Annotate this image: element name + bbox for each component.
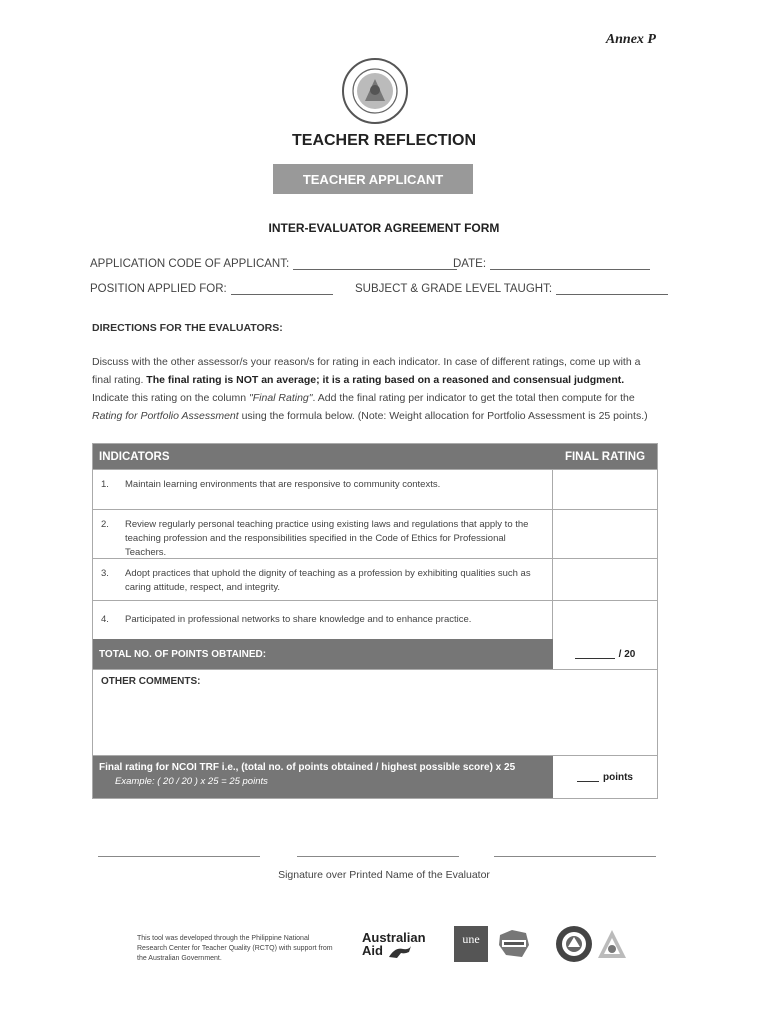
- indicator-text: Participated in professional networks to share knowledge and to enhance practice.: [125, 614, 472, 625]
- indicator-number: 1.: [101, 479, 109, 490]
- application-code-field: [90, 258, 457, 270]
- indicator-number: 4.: [101, 614, 109, 625]
- australian-aid-logo: [362, 931, 426, 959]
- aus-aid-text: Aid: [362, 943, 383, 958]
- indicator-cell: [93, 510, 553, 558]
- indicator-text: Review regularly personal teaching practice using existing laws and regulations that apply to the teaching profession and the responsibilities specified in the Code of Ethics for Professional Teachers.: [125, 519, 529, 558]
- table-row: [93, 600, 657, 639]
- signature-line-2[interactable]: [297, 856, 459, 857]
- une-text: une: [462, 932, 480, 946]
- rating-table: [92, 443, 658, 799]
- final-example: Example: ( 20 / 20 ) x 25 = 25 points: [115, 776, 268, 787]
- subject-input[interactable]: [556, 283, 668, 295]
- teacher-applicant-band: TEACHER APPLICANT: [273, 164, 473, 194]
- indicator-number: 3.: [101, 568, 109, 579]
- deped-seal-icon: [341, 57, 409, 125]
- indicators-header: INDICATORS: [99, 450, 170, 463]
- aus-line-1: Australian: [362, 930, 426, 945]
- directions-text-4: . Add the final rating per indicator to get the total then compute for the: [312, 392, 635, 404]
- position-label: POSITION APPLIED FOR:: [90, 283, 227, 295]
- position-input[interactable]: [231, 283, 333, 295]
- final-formula-cell: [93, 756, 553, 798]
- final-rating-row: [93, 755, 657, 798]
- total-value: / 20: [618, 648, 636, 660]
- form-title: INTER-EVALUATOR AGREEMENT FORM: [268, 221, 500, 235]
- final-formula: Final rating for NCOI TRF i.e., (total no. of points obtained / highest possible score) x 25: [99, 762, 516, 773]
- institution-seal-icon: [555, 925, 593, 963]
- indicator-number: 2.: [101, 519, 109, 530]
- directions-text-5: using the formula below. (Note: Weight allocation for Portfolio Assessment is 25 points.): [241, 410, 648, 422]
- date-label: DATE:: [453, 258, 487, 270]
- points-label: points: [603, 771, 633, 783]
- position-field: [90, 283, 333, 295]
- total-blank: [575, 649, 615, 659]
- final-rating-cell[interactable]: [553, 510, 657, 558]
- points-blank: [577, 772, 599, 782]
- table-row: [93, 469, 657, 509]
- table-row: [93, 558, 657, 600]
- signature-label: Signature over Printed Name of the Evaluator: [278, 869, 490, 881]
- document-title: TEACHER REFLECTION: [292, 132, 476, 149]
- other-comments-box[interactable]: [93, 669, 657, 755]
- directions-portfolio: Rating for Portfolio Assessment: [92, 410, 239, 422]
- final-rating-cell[interactable]: [553, 601, 657, 639]
- date-input[interactable]: [490, 258, 650, 270]
- directions-text-3: Indicate this rating on the column: [92, 392, 247, 404]
- footer-note: This tool was developed through the Philippine National Research Center for Teacher Quality (RCTQ) with support from the Australian Government.: [137, 935, 333, 962]
- triangle-logo-icon: [596, 928, 628, 962]
- kangaroo-icon: [387, 945, 413, 959]
- indicator-text: Maintain learning environments that are responsive to community contexts.: [125, 479, 441, 490]
- signature-line-3[interactable]: [494, 856, 656, 857]
- indicator-text: Adopt practices that uphold the dignity of teaching as a profession by exhibiting qualities such as caring attitude, respect, and integrity.: [125, 568, 531, 593]
- sinag-logo-icon: [496, 927, 532, 961]
- final-rating-cell[interactable]: [553, 470, 657, 509]
- indicator-cell: [93, 470, 553, 509]
- date-field: [453, 258, 650, 270]
- final-points-cell[interactable]: [553, 756, 657, 798]
- aus-line-2: [362, 944, 426, 959]
- directions-heading: DIRECTIONS FOR THE EVALUATORS:: [92, 322, 283, 334]
- table-row: [93, 509, 657, 558]
- annex-label: Annex P: [605, 32, 656, 47]
- application-code-input[interactable]: [293, 258, 457, 270]
- indicator-cell: [93, 601, 553, 639]
- total-cell[interactable]: [553, 639, 657, 669]
- signature-line-1[interactable]: [98, 856, 260, 857]
- subject-field: [355, 283, 668, 295]
- subject-label: SUBJECT & GRADE LEVEL TAUGHT:: [355, 283, 553, 295]
- final-rating-cell[interactable]: [553, 559, 657, 600]
- indicator-cell: [93, 559, 553, 600]
- application-code-label: APPLICATION CODE OF APPLICANT:: [90, 258, 290, 270]
- total-row: [93, 639, 657, 669]
- directions-body: [92, 353, 660, 425]
- une-logo: [454, 926, 488, 962]
- directions-final-rating: "Final Rating": [249, 392, 313, 404]
- directions-bold: The final rating is NOT an average; it is a rating based on a reasoned and consensual judgment.: [146, 374, 625, 386]
- directions-text-1: Discuss with the other assessor/s your reason/s for rating in each indicator. In case of different ratings, come up with a final rating.: [92, 356, 641, 386]
- total-label: TOTAL NO. OF POINTS OBTAINED:: [99, 648, 267, 660]
- table-header: [93, 444, 657, 469]
- other-comments-label: OTHER COMMENTS:: [101, 676, 201, 687]
- final-rating-header: FINAL RATING: [564, 450, 646, 463]
